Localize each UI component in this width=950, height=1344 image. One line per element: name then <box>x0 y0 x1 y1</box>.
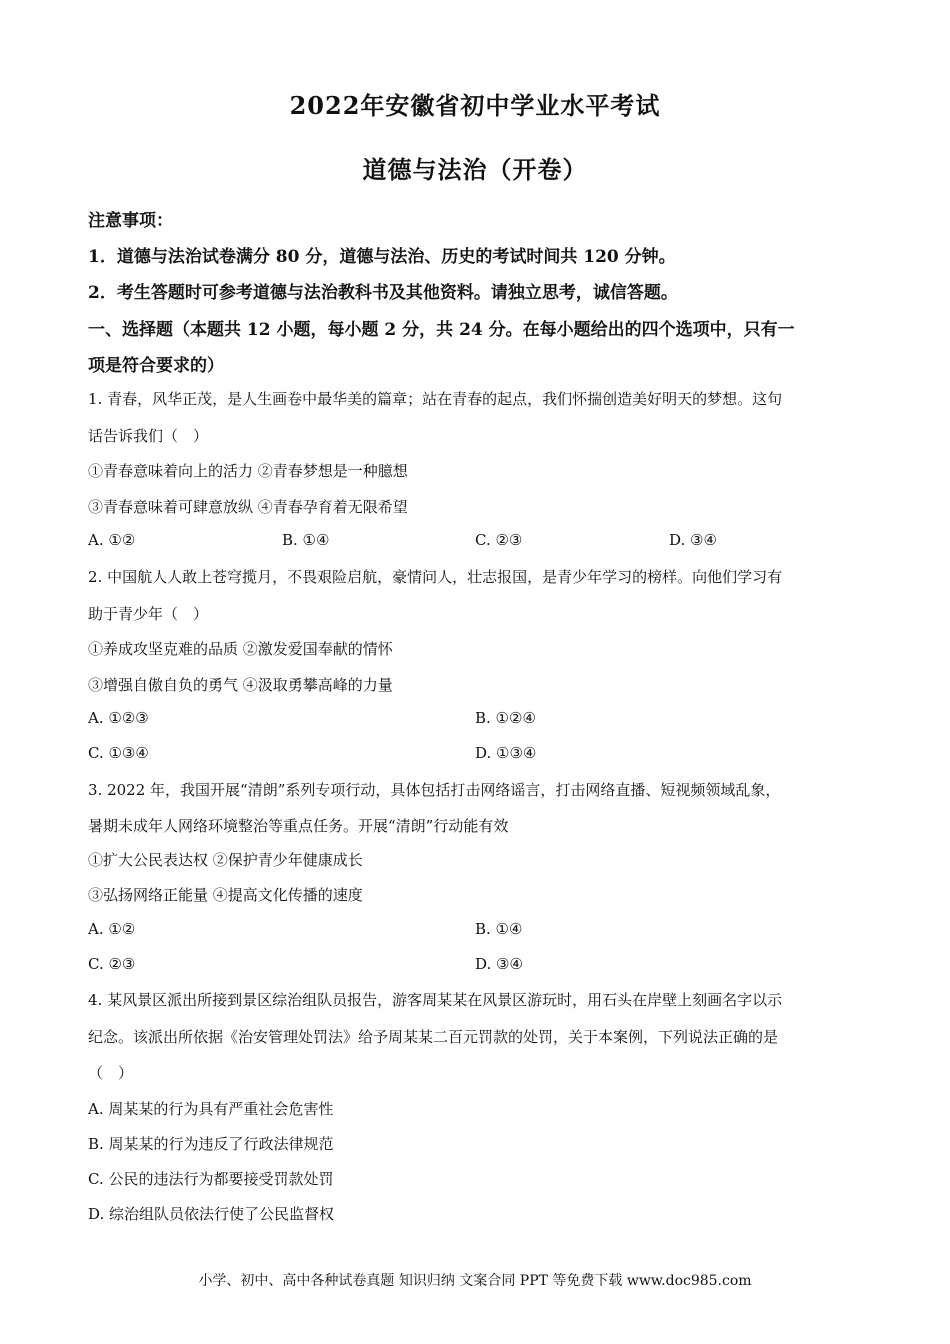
q3-statement-2: ③弘扬网络正能量 ④提高文化传播的速度 <box>88 886 363 904</box>
q3-option-b: B. ①④ <box>475 920 523 938</box>
q3-option-d: D. ③④ <box>475 955 523 973</box>
q2-statement-2: ③增强自傲自负的勇气 ④汲取勇攀高峰的力量 <box>88 676 393 694</box>
q4-stem-line-1: 4. 某风景区派出所接到景区综治组队员报告，游客周某某在风景区游玩时，用石头在岸壁上刻画名字以示 <box>88 991 783 1009</box>
q2-stem-line-1: 2. 中国航人人敢上苍穹揽月，不畏艰险启航，豪情问人，壮志报国，是青少年学习的榜样。向他们学习有 <box>88 568 783 586</box>
q2-option-b: B. ①②④ <box>475 709 536 727</box>
q3-stem-line-2: 暑期未成年人网络环境整治等重点任务。开展“清朗”行动能有效 <box>88 817 509 835</box>
q4-option-d: D. 综治组队员依法行使了公民监督权 <box>88 1205 335 1223</box>
q1-option-d: D. ③④ <box>669 531 717 549</box>
section-heading-line-2: 项是符合要求的） <box>88 356 224 376</box>
q3-statement-1: ①扩大公民表达权 ②保护青少年健康成长 <box>88 851 363 869</box>
notes-item-1: 1．道德与法治试卷满分 80 分，道德与法治、历史的考试时间共 120 分钟。 <box>88 247 676 267</box>
notes-item-2: 2．考生答题时可参考道德与法治教科书及其他资料。请独立思考，诚信答题。 <box>88 283 678 303</box>
q3-option-a: A. ①② <box>88 920 136 938</box>
q4-stem-line-2: 纪念。该派出所依据《治安管理处罚法》给予周某某二百元罚款的处罚，关于本案例，下列说法正确的是 <box>88 1028 779 1046</box>
exam-subtitle: 道德与法治（开卷） <box>362 155 588 184</box>
q2-statement-1: ①养成攻坚克难的品质 ②激发爱国奉献的情怀 <box>88 640 393 658</box>
q1-option-c: C. ②③ <box>475 531 523 549</box>
q2-stem-line-2: 助于青少年（ ） <box>88 605 209 623</box>
q1-stem-line-1: 1. 青春，风华正茂，是人生画卷中最华美的篇章；站在青春的起点，我们怀揣创造美好明天的梦想。这句 <box>88 390 783 408</box>
q4-stem-line-3: （ ） <box>88 1064 134 1082</box>
page-footer: 小学、初中、高中各种试卷真题 知识归纳 文案合同 PPT 等免费下载 www.doc985.com <box>198 1273 752 1289</box>
section-heading-line-1: 一、选择题（本题共 12 小题，每小题 2 分，共 24 分。在每小题给出的四个选项中，只有一 <box>88 320 795 340</box>
q4-option-a: A. 周某某的行为具有严重社会危害性 <box>88 1100 334 1118</box>
q2-option-a: A. ①②③ <box>88 709 149 727</box>
q1-stem-line-2: 话告诉我们（ ） <box>88 427 209 445</box>
exam-title: 2022年安徽省初中学业水平考试 <box>289 91 661 120</box>
q3-option-c: C. ②③ <box>88 955 136 973</box>
q2-option-d: D. ①③④ <box>475 744 537 762</box>
q1-statement-1: ①青春意味着向上的活力 ②青春梦想是一种臆想 <box>88 462 408 480</box>
q4-option-b: B. 周某某的行为违反了行政法律规范 <box>88 1135 334 1153</box>
notes-heading: 注意事项： <box>88 211 173 231</box>
q3-stem-line-1: 3. 2022 年，我国开展“清朗”系列专项行动，具体包括打击网络谣言，打击网络直播、短视频领域乱象， <box>88 781 781 799</box>
q2-option-c: C. ①③④ <box>88 744 149 762</box>
q1-option-a: A. ①② <box>88 531 136 549</box>
q4-option-c: C. 公民的违法行为都要接受罚款处罚 <box>88 1170 334 1188</box>
q1-option-b: B. ①④ <box>282 531 330 549</box>
q1-statement-2: ③青春意味着可肆意放纵 ④青春孕育着无限希望 <box>88 498 408 516</box>
